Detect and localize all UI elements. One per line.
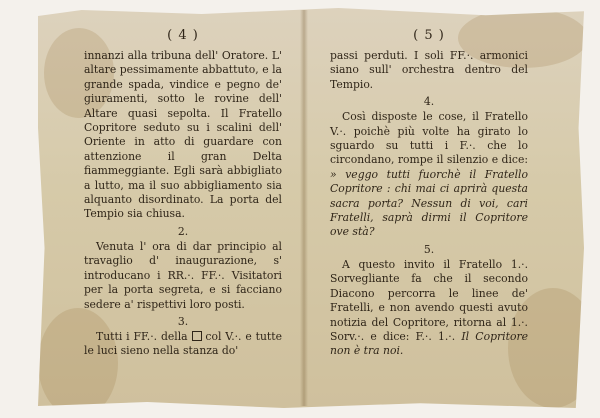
paragraph-text: A questo invito il Fratello 1.·. Sorvegliante fa che il secondo Diacono percorra le linee de' Fratelli, e non avendo questi avuto notizia del Copritore, ritorna al 1.·. Sorv.·. e dice: <box>330 257 528 343</box>
page-number: ( 5 ) <box>413 28 445 43</box>
paragraph: passi perduti. I soli FF.·. armonici siano sull' orchestra dentro del Tempio. <box>330 49 528 91</box>
paragraph-text: Tutti i FF.·. della <box>96 329 188 343</box>
speaker-label: F.·. 1.·. <box>415 329 456 343</box>
section-number: 2. <box>177 224 189 238</box>
book-spine-fold <box>300 10 308 406</box>
paragraph <box>84 330 282 359</box>
section-number: 5. <box>423 242 435 256</box>
square-symbol-icon <box>192 331 202 341</box>
page-number: ( 4 ) <box>167 28 199 43</box>
paragraph: Venuta l' ora di dar principio al travaglio d' inaugurazione, s' introducano i RR.·. FF.·. Visitatori per la porta segreta, e si facciano sedere a' rispettivi loro posti. <box>84 239 282 311</box>
italic-quote: » veggo tutti fuorchè il Fratello Copritore : chi mai ci aprirà questa sacra porta? Nessun di voi, cari Fratelli, saprà dirmi il Copritore ove stà? <box>330 167 528 239</box>
right-page <box>330 28 528 359</box>
left-page <box>84 28 282 359</box>
paragraph <box>330 258 528 359</box>
paragraph-text: Così disposte le cose, il Fratello V.·. poichè più volte ha girato lo sguardo su tutti i F.·. che lo circondano, rompe il silenzio e dice: <box>330 110 528 167</box>
section-number: 4. <box>423 95 435 109</box>
paragraph: innanzi alla tribuna dell' Oratore. L' altare pessimamente abbattuto, e la grande spada, vindice e pegno de' giuramenti, sotto le rovine dell' Altare quasi sepolta. Il Fratello Copritore seduto su i scalini dell' Oriente in atto di guardare con attenzione il gran Delta fiammeggiante. Egli sarà abbigliato a lutto, ma il suo abbigliamento sia alquanto disordinato. La porta del Tempio sia chiusa. <box>84 49 282 221</box>
italic-quote: Il Copritore non è tra noi. <box>330 329 528 358</box>
paragraph-text: col V.·. e tutte le luci sieno nella stanza do' <box>84 329 282 358</box>
section-number: 3. <box>177 314 189 328</box>
paragraph <box>330 110 528 240</box>
